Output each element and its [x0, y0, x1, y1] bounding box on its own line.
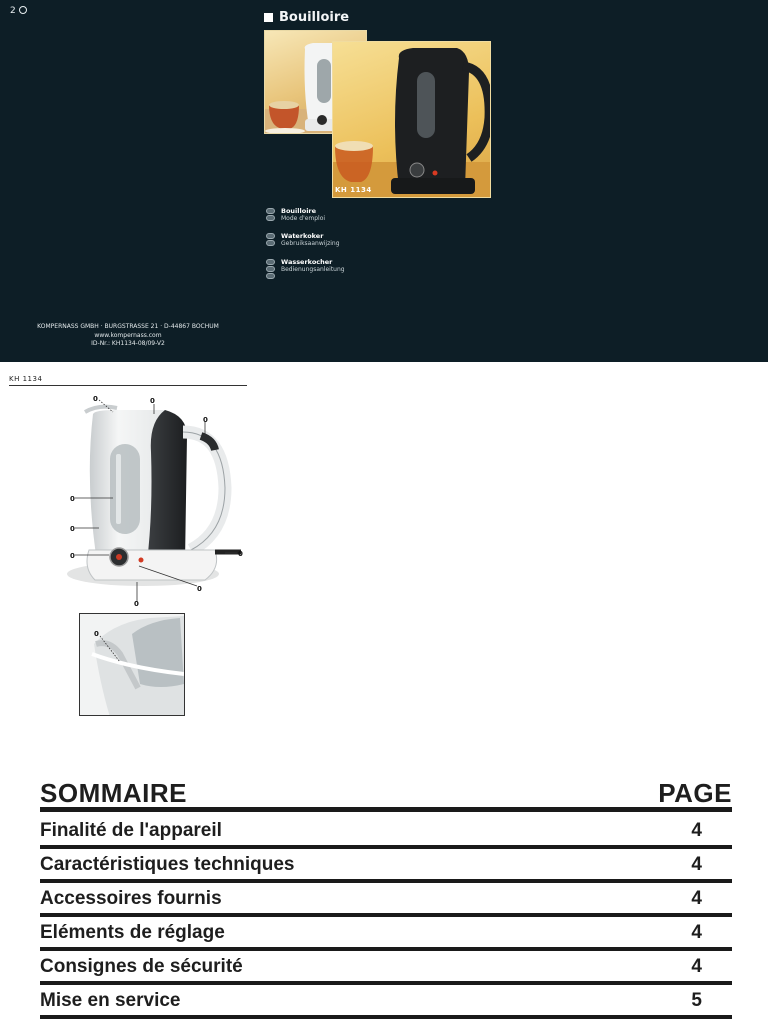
company-info — [0, 323, 256, 349]
callout-marker: 0 — [70, 495, 75, 503]
flag-nl-icon — [266, 233, 275, 239]
language-subtitle: Bedienungsanleitung — [281, 266, 345, 273]
callout-marker: 0 — [70, 525, 75, 533]
toc-entry-label: Eléments de réglage — [40, 922, 225, 943]
callout-marker: 0 — [93, 395, 98, 403]
toc-header — [40, 778, 732, 812]
cover-page — [0, 0, 768, 362]
kettle-detail-diagram — [79, 613, 185, 716]
photo-model-label: KH 1134 — [335, 186, 372, 194]
toc-entry[interactable] — [40, 917, 732, 951]
language-title: Bouilloire — [281, 207, 317, 215]
toc-entry-page: 5 — [691, 990, 702, 1011]
cover-title — [264, 10, 349, 25]
callout-marker: 0 — [70, 552, 75, 560]
toc-entry-label: Consignes de sécurité — [40, 956, 243, 977]
flag-de-icon — [266, 259, 275, 265]
flag-ch-icon — [266, 273, 275, 279]
black-kettle-image — [333, 42, 491, 198]
callout-marker: 0 — [134, 600, 139, 607]
toc-entry[interactable] — [40, 951, 732, 985]
language-subtitle: Mode d'emploi — [281, 215, 326, 222]
callout-marker: 0 — [238, 550, 243, 558]
callout-marker: 0 — [94, 630, 99, 638]
toc-page-heading: PAGE — [658, 778, 732, 808]
toc-entry-label: Finalité de l'appareil — [40, 820, 222, 841]
kettle-diagram-image — [55, 392, 250, 607]
language-entry-fr — [266, 207, 325, 223]
flag-be-icon — [266, 240, 275, 246]
toc-heading: SOMMAIRE — [40, 778, 187, 808]
toc-entry-label: Mise en service — [40, 990, 181, 1011]
page-number: 2 — [10, 6, 27, 16]
flag-be-icon — [266, 215, 275, 221]
toc-entry[interactable] — [40, 985, 732, 1019]
kettle-lid-detail-image — [80, 614, 185, 716]
toc-entry-label: Caractéristiques techniques — [40, 854, 295, 875]
toc-entry-page: 4 — [691, 922, 702, 943]
callout-marker: 0 — [150, 397, 155, 405]
callout-marker: 0 — [197, 585, 202, 593]
toc-entry[interactable] — [40, 849, 732, 883]
company-website: www.kompernass.com — [94, 331, 162, 339]
toc-entry-page: 4 — [691, 820, 702, 841]
page-number-ring-icon — [19, 6, 27, 14]
language-subtitle: Gebruiksaanwijzing — [281, 240, 340, 247]
toc-entry-label: Accessoires fournis — [40, 888, 222, 909]
toc-entry[interactable] — [40, 883, 732, 917]
language-title: Waterkoker — [281, 232, 324, 240]
callout-marker: 0 — [203, 416, 208, 424]
language-title: Wasserkocher — [281, 258, 333, 266]
toc-entry[interactable] — [40, 815, 732, 849]
language-entry-nl — [266, 232, 340, 248]
flag-at-icon — [266, 266, 275, 272]
cover-title-text: Bouilloire — [279, 10, 350, 25]
language-entry-de — [266, 258, 345, 279]
flag-fr-icon — [266, 208, 275, 214]
toc-entry-page: 4 — [691, 888, 702, 909]
company-address: KOMPERNASS GMBH · BURGSTRASSE 21 · D-44867 BOCHUM — [37, 323, 219, 330]
kettle-diagram — [55, 392, 250, 607]
header-rule — [9, 385, 247, 386]
document-id: ID-Nr.: KH1134-08/09-V2 — [91, 340, 165, 347]
table-of-contents — [40, 778, 732, 1019]
model-number: KH 1134 — [9, 375, 43, 383]
square-bullet-icon — [264, 13, 273, 22]
toc-entry-page: 4 — [691, 956, 702, 977]
product-photo-black-kettle — [332, 41, 491, 198]
toc-entry-page: 4 — [691, 854, 702, 875]
